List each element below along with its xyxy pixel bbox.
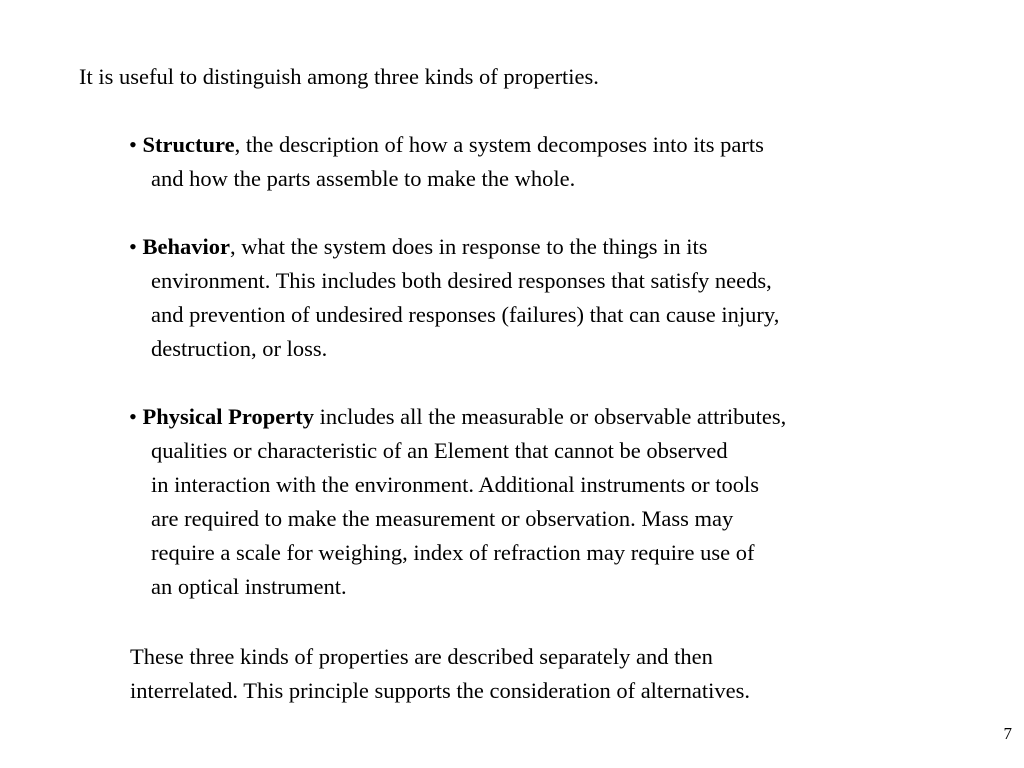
bullet-line [129,230,779,264]
bullet-text: qualities or characteristic of an Element that cannot be observed [151,438,728,463]
bullet-text: require a scale for weighing, index of refraction may require use of [151,540,755,565]
closing-paragraph [130,640,750,708]
bullet-marker: • [129,404,137,429]
closing-text: interrelated. This principle supports the consideration of alternatives. [130,678,751,703]
bullet-text: destruction, or loss. [151,336,328,361]
bullet-text: and prevention of undesired responses (failures) that can cause injury, [151,302,780,327]
bullet-marker: • [129,132,137,157]
bullet-text: includes all the measurable or observable attributes, [313,404,787,429]
bullet-marker: • [129,234,137,259]
bullet-text: are required to make the measurement or observation. Mass may [151,506,734,531]
bullet-text: in interaction with the environment. Additional instruments or tools [151,472,760,497]
bullet-physical-property [129,400,786,604]
bullet-line [129,400,786,434]
bullet-text: and how the parts assemble to make the whole. [151,166,576,191]
bullet-text: environment. This includes both desired responses that satisfy needs, [151,268,772,293]
bullet-text: an optical instrument. [151,574,347,599]
bullet-term: Structure [142,132,235,157]
bullet-text: , what the system does in response to the things in its [230,234,708,259]
bullet-line [129,128,764,162]
bullet-term: Behavior [142,234,231,259]
intro-text: It is useful to distinguish among three kinds of properties. [79,64,599,89]
closing-text: These three kinds of properties are described separately and then [130,644,713,669]
page-number: 7 [1003,724,1012,743]
bullet-term: Physical Property [142,404,314,429]
bullet-behavior [129,230,779,366]
bullet-text: , the description of how a system decomposes into its parts [234,132,764,157]
bullet-structure [129,128,764,196]
